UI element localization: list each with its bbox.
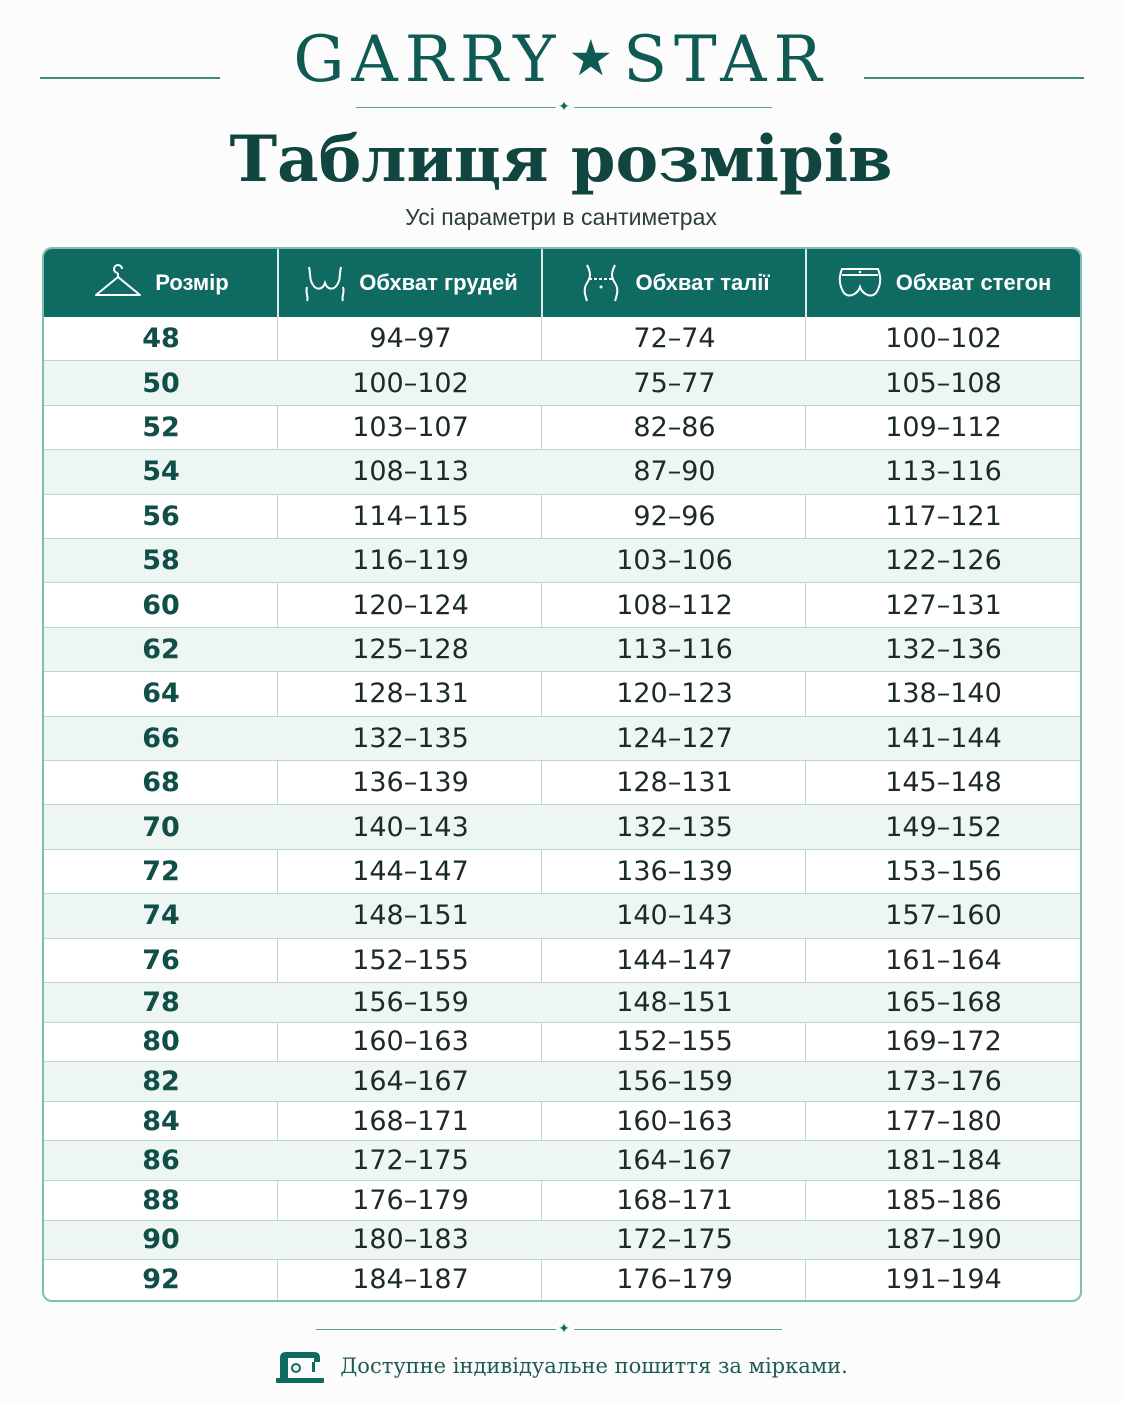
table-row — [44, 1260, 1080, 1300]
sewing-machine-icon — [274, 1348, 326, 1384]
size-cell: 90 — [142, 1224, 180, 1256]
header-waist-label: Обхват талії — [635, 270, 770, 295]
table-row — [44, 805, 1080, 849]
size-cell: 84 — [142, 1105, 180, 1137]
page-subtitle: Усі параметри в сантиметрах — [405, 204, 717, 230]
table-row — [44, 628, 1080, 672]
bust-cell: 180–183 — [352, 1224, 469, 1256]
bust-cell: 152–155 — [352, 944, 469, 976]
header-size — [44, 249, 278, 317]
table-row — [44, 717, 1080, 761]
table-row — [44, 1102, 1080, 1142]
size-cell: 76 — [142, 944, 180, 976]
hips-cell: 149–152 — [885, 811, 1002, 843]
size-cell: 72 — [142, 856, 180, 888]
size-cell: 86 — [142, 1145, 180, 1177]
waist-cell: 176–179 — [616, 1264, 733, 1296]
hips-cell: 109–112 — [885, 412, 1002, 444]
header-bust — [279, 249, 542, 317]
diamond-icon: ✦ — [558, 1321, 570, 1337]
waist-cell: 172–175 — [616, 1224, 733, 1256]
table-row — [44, 1181, 1080, 1221]
bust-cell: 114–115 — [352, 500, 469, 532]
hips-cell: 153–156 — [885, 856, 1002, 888]
hips-cell: 132–136 — [885, 634, 1002, 666]
table-row — [44, 539, 1080, 583]
bust-cell: 164–167 — [352, 1066, 469, 1098]
size-cell: 74 — [142, 900, 180, 932]
size-cell: 66 — [142, 722, 180, 754]
header-hips-label: Обхват стегон — [895, 270, 1052, 295]
waist-cell: 168–171 — [616, 1184, 733, 1216]
header-hips — [807, 249, 1080, 317]
waist-cell: 87–90 — [633, 456, 716, 488]
bust-cell: 184–187 — [352, 1264, 469, 1296]
hips-cell: 185–186 — [885, 1184, 1002, 1216]
table-row — [44, 939, 1080, 983]
header-waist — [543, 249, 806, 317]
hips-cell: 113–116 — [885, 456, 1002, 488]
bottom-divider-left — [316, 1329, 556, 1330]
page-title: Таблиця розмірів — [229, 122, 893, 197]
waist-cell: 82–86 — [633, 412, 716, 444]
table-body — [44, 317, 1080, 1300]
table-row — [44, 894, 1080, 938]
size-cell: 68 — [142, 767, 180, 799]
bust-cell: 120–124 — [352, 589, 469, 621]
bust-icon — [303, 263, 347, 303]
size-cell: 58 — [142, 545, 180, 577]
waist-cell: 152–155 — [616, 1026, 733, 1058]
waist-icon — [579, 263, 623, 303]
waist-cell: 124–127 — [616, 722, 733, 754]
hips-cell: 100–102 — [885, 323, 1002, 355]
hips-cell: 181–184 — [885, 1145, 1002, 1177]
bust-cell: 108–113 — [352, 456, 469, 488]
bust-cell: 140–143 — [352, 811, 469, 843]
waist-cell: 160–163 — [616, 1105, 733, 1137]
hips-cell: 165–168 — [885, 986, 1002, 1018]
hips-cell: 122–126 — [885, 545, 1002, 577]
table-row — [44, 317, 1080, 361]
table-row — [44, 1141, 1080, 1181]
star-icon: ★ — [568, 29, 622, 87]
bust-cell: 132–135 — [352, 722, 469, 754]
size-cell: 88 — [142, 1184, 180, 1216]
hips-cell: 117–121 — [885, 500, 1002, 532]
hips-cell: 161–164 — [885, 944, 1002, 976]
waist-cell: 92–96 — [633, 500, 716, 532]
size-cell: 92 — [142, 1264, 180, 1296]
size-cell: 48 — [142, 323, 180, 355]
waist-cell: 128–131 — [616, 767, 733, 799]
size-cell: 70 — [142, 811, 180, 843]
table-row — [44, 495, 1080, 539]
waist-cell: 75–77 — [633, 367, 716, 399]
bust-cell: 128–131 — [352, 678, 469, 710]
size-cell: 50 — [142, 367, 180, 399]
waist-cell: 164–167 — [616, 1145, 733, 1177]
table-row — [44, 1023, 1080, 1063]
bust-cell: 160–163 — [352, 1026, 469, 1058]
table-row — [44, 983, 1080, 1023]
waist-cell: 148–151 — [616, 986, 733, 1018]
size-cell: 62 — [142, 634, 180, 666]
brand-name-right: STAR — [623, 23, 829, 97]
footer-text: Доступне індивідуальне пошиття за мірками. — [340, 1354, 848, 1378]
size-table — [42, 247, 1082, 1302]
footer — [0, 1346, 1122, 1386]
waist-cell: 108–112 — [616, 589, 733, 621]
table-row — [44, 1062, 1080, 1102]
waist-cell: 113–116 — [616, 634, 733, 666]
table-row — [44, 583, 1080, 627]
waist-cell: 156–159 — [616, 1066, 733, 1098]
bust-cell: 94–97 — [369, 323, 452, 355]
hips-cell: 169–172 — [885, 1026, 1002, 1058]
hips-cell: 105–108 — [885, 367, 1002, 399]
bust-cell: 172–175 — [352, 1145, 469, 1177]
hanger-icon — [93, 263, 143, 303]
waist-cell: 103–106 — [616, 545, 733, 577]
size-cell: 80 — [142, 1026, 180, 1058]
brand-name-left: GARRY — [293, 23, 563, 97]
top-divider-right — [574, 107, 772, 108]
waist-cell: 144–147 — [616, 944, 733, 976]
bust-cell: 144–147 — [352, 856, 469, 888]
hips-cell: 157–160 — [885, 900, 1002, 932]
size-cell: 78 — [142, 986, 180, 1018]
top-divider-left — [356, 107, 556, 108]
table-row — [44, 672, 1080, 716]
hips-cell: 127–131 — [885, 589, 1002, 621]
size-cell: 56 — [142, 500, 180, 532]
bust-cell: 136–139 — [352, 767, 469, 799]
brand-logo — [0, 18, 1122, 100]
bust-cell: 176–179 — [352, 1184, 469, 1216]
table-row — [44, 761, 1080, 805]
hips-cell: 138–140 — [885, 678, 1002, 710]
bottom-divider-right — [574, 1329, 782, 1330]
diamond-icon: ✦ — [558, 99, 570, 115]
header-bust-label: Обхват грудей — [359, 270, 518, 295]
waist-cell: 72–74 — [633, 323, 716, 355]
hips-cell: 187–190 — [885, 1224, 1002, 1256]
header-size-label: Розмір — [155, 270, 229, 295]
hips-cell: 191–194 — [885, 1264, 1002, 1296]
table-row — [44, 361, 1080, 405]
waist-cell: 140–143 — [616, 900, 733, 932]
bust-cell: 100–102 — [352, 367, 469, 399]
size-cell: 60 — [142, 589, 180, 621]
waist-cell: 132–135 — [616, 811, 733, 843]
table-row — [44, 1221, 1080, 1261]
table-row — [44, 406, 1080, 450]
hips-cell: 177–180 — [885, 1105, 1002, 1137]
size-cell: 64 — [142, 678, 180, 710]
waist-cell: 120–123 — [616, 678, 733, 710]
bust-cell: 148–151 — [352, 900, 469, 932]
hips-icon — [836, 263, 884, 303]
table-row — [44, 450, 1080, 494]
bust-cell: 168–171 — [352, 1105, 469, 1137]
waist-cell: 136–139 — [616, 856, 733, 888]
brand-header — [0, 14, 1122, 104]
table-row — [44, 850, 1080, 894]
table-header — [44, 249, 1080, 317]
bust-cell: 156–159 — [352, 986, 469, 1018]
hips-cell: 141–144 — [885, 722, 1002, 754]
hips-cell: 173–176 — [885, 1066, 1002, 1098]
size-cell: 82 — [142, 1066, 180, 1098]
bust-cell: 125–128 — [352, 634, 469, 666]
size-cell: 52 — [142, 412, 180, 444]
bust-cell: 116–119 — [352, 545, 469, 577]
bust-cell: 103–107 — [352, 412, 469, 444]
hips-cell: 145–148 — [885, 767, 1002, 799]
size-cell: 54 — [142, 456, 180, 488]
